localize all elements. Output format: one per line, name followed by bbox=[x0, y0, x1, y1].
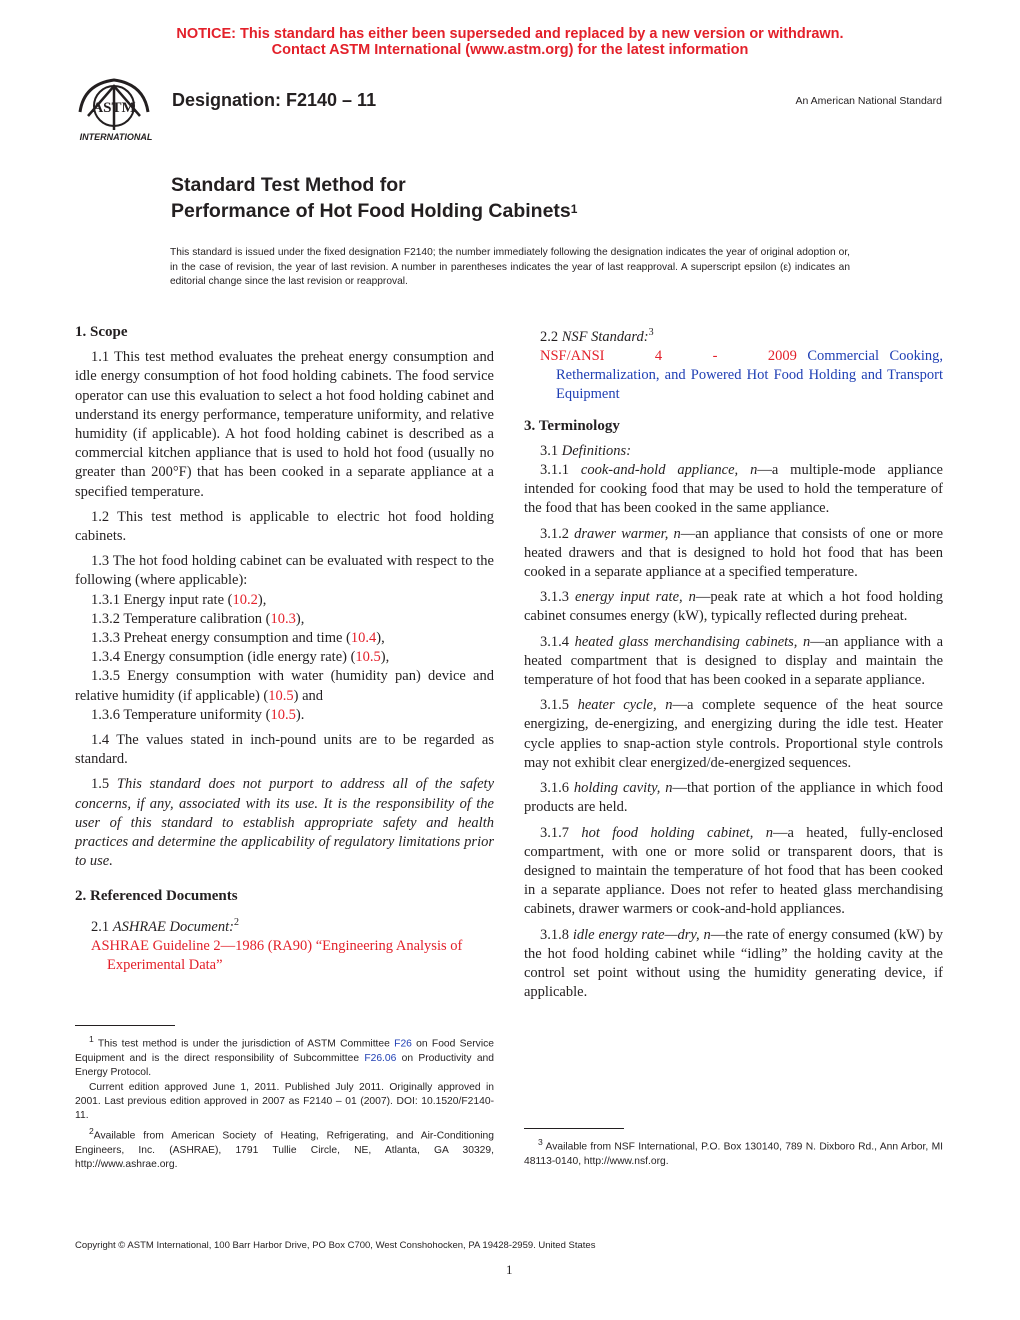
page-number: 1 bbox=[506, 1262, 513, 1277]
para-2-1: 2.1 ASHRAE Document:$^2$ bbox=[91, 916, 239, 935]
para-1-5: 1.5 This standard does not purport to address all of the safety concerns, if any, associated with its use. It is the responsibility of the user of this standard to establish appropriate safety and health practices and determine the applicability of regulatory limitations prior to use. bbox=[75, 776, 495, 870]
american-national-standard: An American National Standard bbox=[795, 95, 942, 107]
list-item: 1.3.2 Temperature calibration (10.3), bbox=[91, 610, 305, 627]
notice-line-2: Contact ASTM International (www.astm.org) for the latest information bbox=[271, 42, 749, 58]
title-line-2: Performance of Hot Food Holding Cabinets$^1$ bbox=[171, 200, 578, 222]
title-line-1: Standard Test Method for bbox=[171, 174, 406, 196]
section-link[interactable]: 10.2 bbox=[232, 591, 258, 608]
para-1-2: 1.2 This test method is applicable to electric hot food holding cabinets. bbox=[75, 508, 494, 545]
footnote-3: $^3$ Available from NSF International, P.O. Box 130140, 789 N. Dixboro Rd., Ann Arbor, MI 48113-0140, http://www.nsf.org. bbox=[524, 1137, 944, 1167]
notice-banner bbox=[0, 26, 1020, 58]
list-item: 1.3.4 Energy consumption (idle energy rate) (10.5), bbox=[91, 649, 390, 666]
definition: 3.1.3 energy input rate, n—peak rate at which a hot food holding cabinet consumes energy (kW), typically reflected during preheat. bbox=[524, 589, 944, 625]
committee-link[interactable]: F26 bbox=[394, 1038, 412, 1050]
terminology-heading: 3. Terminology bbox=[524, 417, 620, 434]
nsf-code-link[interactable]: NSF/ANSI 4 - 2009 bbox=[540, 348, 797, 365]
astm-logo-text: ASTM bbox=[92, 100, 136, 116]
scope-list bbox=[75, 591, 494, 725]
definition: 3.1.6 holding cavity, n—that portion of the appliance in which food products are held. bbox=[524, 780, 944, 816]
scope-heading: 1. Scope bbox=[75, 324, 128, 340]
footnote-2: $^2$Available from American Society of Heating, Refrigerating, and Air-Conditioning Engineers, Inc. (ASHRAE), 1791 Tullie Circle, NE, Atlanta, GA 30329, http://www.ashrae.org. bbox=[75, 1125, 494, 1171]
list-item: 1.3.6 Temperature uniformity (10.5). bbox=[91, 706, 305, 723]
list-item: 1.3.1 Energy input rate (10.2), bbox=[91, 591, 267, 608]
footnote-1-edition: Current edition approved June 1, 2011. Published July 2011. Originally approved in 2001. Last previous edition approved in 2007 as F2140 – 01 (2007). DOI: 10.1520/F2140-11. bbox=[75, 1081, 494, 1122]
astm-logo-sub: INTERNATIONAL bbox=[79, 132, 153, 142]
issued-note: This standard is issued under the fixed designation F2140; the number immediately following the designation indicates the year of original adoption or, in the case of revision, the year of last revision. A number in parentheses indicates the year of last reapproval. A superscript epsilon (ε) indicates an editorial change since the last revision or reapproval. bbox=[170, 247, 850, 287]
definition: 3.1.8 idle energy rate—dry, n—the rate of energy consumed (kW) by the hot food holding cabinet while “idling” the holding cavity at the control set point without using the humidity generating device, if applicable. bbox=[524, 926, 943, 1001]
designation: Designation: F2140 – 11 bbox=[172, 90, 377, 110]
referenced-docs-heading: 2. Referenced Documents bbox=[75, 888, 238, 905]
footnote-rule bbox=[524, 1128, 624, 1129]
section-link[interactable]: 10.4 bbox=[350, 630, 377, 647]
footnote-1: $^1$ This test method is under the jurisdiction of ASTM Committee F26 on Food Service Equipment and is the direct responsibility of Subcommittee F26.06 on Productivity and Energy Protocol. bbox=[75, 1034, 494, 1079]
para-1-3: 1.3 The hot food holding cabinet can be evaluated with respect to the following (where applicable): bbox=[75, 553, 494, 589]
definition: 3.1.7 hot food holding cabinet, n—a heated, fully-enclosed compartment, with one or more solid or transparent doors, that is designed to maintain the temperature of hot food that has been cooked in a separate appliance. Does not refer to heated glass merchandising cabinets, drawer warmers or cook-and-hold appliances. bbox=[524, 824, 944, 918]
definition: 3.1.2 drawer warmer, n—an appliance that consists of one or more heated drawers and that is designed to hold hot food that has been cooked in a separate appliance at a specified temperature. bbox=[524, 525, 944, 581]
title-footnote-ref[interactable]: 1 bbox=[570, 202, 578, 216]
section-link[interactable]: 10.5 bbox=[268, 687, 294, 704]
right-column bbox=[524, 323, 943, 1008]
para-1-1: 1.1 This test method evaluates the preheat energy consumption and idle energy consumption of hot food holding cabinets. The food service operator can use this evaluation to select a hot food holding cabinet and understand its energy performance, temperature uniformity, and relative humidity (if applicable). A hot food holding cabinet is described as a commercial kitchen appliance that is used to hold hot food (usually no greater than 200°F) that has been cooked in a separate appliance at a specified temperature. bbox=[75, 349, 494, 500]
section-link[interactable]: 10.5 bbox=[270, 706, 296, 723]
ashrae-guideline-link[interactable]: ASHRAE Guideline 2—1986 (RA90) “Engineering Analysis of Experimental Data” bbox=[91, 937, 463, 973]
nsf-standard-ref bbox=[524, 347, 943, 405]
list-item: 1.3.3 Preheat energy consumption and time (10.4), bbox=[91, 630, 385, 647]
para-3-1: 3.1 Definitions: bbox=[540, 442, 632, 459]
definition: 3.1.4 heated glass merchandising cabinets, n—an appliance with a heated compartment that is designed to display and maintain the temperature of hot food that has been cooked in a separate appliance. bbox=[524, 633, 944, 689]
subcommittee-link[interactable]: F26.06 bbox=[364, 1052, 397, 1064]
para-1-4: 1.4 The values stated in inch-pound units are to be regarded as standard. bbox=[75, 732, 494, 768]
footnote-rule bbox=[75, 1025, 175, 1026]
nsf-title-link[interactable]: Commercial Cooking, Rethermalization, and Powered Hot Food Holding and Transport Equipment bbox=[556, 348, 944, 403]
list-item: 1.3.5 Energy consumption with water (humidity pan) device and relative humidity (if applicable) (10.5) and bbox=[75, 668, 494, 704]
copyright: Copyright © ASTM International, 100 Barr Harbor Drive, PO Box C700, West Conshohocken, PA 19428-2959. United States bbox=[75, 1240, 596, 1251]
definition: 3.1.5 heater cycle, n—a complete sequence of the heat source energizing, de-energizing, and energizing during the idle test. Heater cycle applies to snap-action style controls. Proportional style controls may not exhibit clear energized/de-energized sequences. bbox=[524, 697, 943, 771]
notice-line-1: NOTICE: This standard has either been superseded and replaced by a new version or withdrawn. bbox=[176, 26, 844, 42]
astm-logo bbox=[66, 72, 162, 144]
section-link[interactable]: 10.3 bbox=[270, 610, 296, 627]
footnotes-left bbox=[75, 1025, 494, 1173]
section-link[interactable]: 10.5 bbox=[355, 649, 381, 666]
definition: 3.1.1 cook-and-hold appliance, n—a multiple-mode appliance intended for cooking food that may be used to hold the temperature of the food that has been cooked in the same appliance. bbox=[524, 462, 943, 517]
para-2-2: 2.2 NSF Standard:$^3$ bbox=[540, 327, 654, 345]
left-column bbox=[75, 323, 494, 981]
document-title bbox=[171, 172, 577, 224]
footnotes-right bbox=[524, 1128, 943, 1169]
